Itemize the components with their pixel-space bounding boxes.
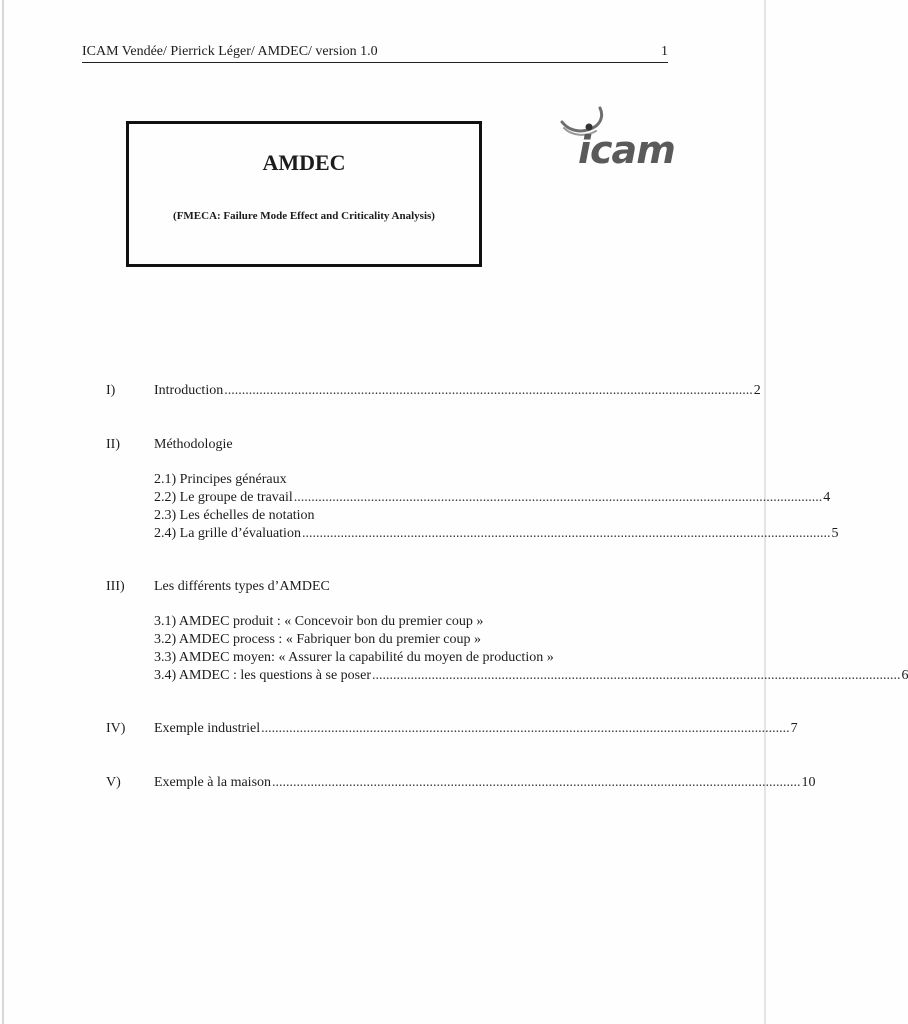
toc-entry-methodologie: Méthodologie — [154, 437, 233, 452]
logo-text: icam — [578, 128, 675, 172]
toc-subentry-3-4 — [154, 667, 908, 685]
toc-leader-dots: ....................................................................................................................................................... — [301, 526, 831, 541]
toc-entry-exemple-industriel — [154, 720, 798, 738]
toc-page: 5 — [831, 526, 839, 541]
toc-leader-dots: ....................................................................................................................................................... — [261, 721, 790, 736]
toc-page: 4 — [823, 490, 831, 505]
document-subtitle: (FMECA: Failure Mode Effect and Criticality Analysis) — [173, 210, 435, 222]
toc-number-1: I) — [106, 383, 116, 398]
toc-leader-dots: ....................................................................................................................................................... — [224, 383, 753, 398]
toc-leader-dots: ....................................................................................................................................................... — [293, 490, 823, 505]
toc-label: 3.4) AMDEC : les questions à se poser — [154, 668, 371, 683]
toc-subentry-3-3: 3.3) AMDEC moyen: « Assurer la capabilité du moyen de production » — [154, 650, 554, 665]
toc-subentry-3-1: 3.1) AMDEC produit : « Concevoir bon du premier coup » — [154, 614, 484, 629]
page-number: 1 — [661, 44, 668, 59]
toc-page: 10 — [801, 775, 816, 790]
toc-label: Introduction — [154, 383, 224, 398]
toc-subentry-2-2 — [154, 489, 831, 507]
toc-label: Exemple industriel — [154, 721, 261, 736]
toc-label: Exemple à la maison — [154, 775, 272, 790]
document-title: AMDEC — [262, 150, 346, 175]
toc-leader-dots: ....................................................................................................................................................... — [272, 775, 801, 790]
toc-page: 6 — [901, 668, 908, 683]
toc-subentry-3-2: 3.2) AMDEC process : « Fabriquer bon du premier coup » — [154, 632, 481, 647]
toc-leader-dots: ....................................................................................................................................................... — [371, 668, 901, 683]
toc-entry-introduction — [154, 382, 761, 400]
toc-subentry-2-4 — [154, 525, 839, 543]
toc-label: 2.2) Le groupe de travail — [154, 490, 293, 505]
toc-number-5: V) — [106, 775, 121, 790]
toc-page: 7 — [790, 721, 798, 736]
toc-subentry-2-3: 2.3) Les échelles de notation — [154, 508, 315, 523]
toc-label: 2.4) La grille d’évaluation — [154, 526, 301, 541]
toc-entry-exemple-maison — [154, 774, 816, 792]
toc-number-2: II) — [106, 437, 120, 452]
toc-number-4: IV) — [106, 721, 126, 736]
toc-entry-types-amdec: Les différents types d’AMDEC — [154, 579, 330, 594]
toc-number-3: III) — [106, 579, 125, 594]
header-text: ICAM Vendée/ Pierrick Léger/ AMDEC/ version 1.0 — [82, 44, 378, 59]
toc-page: 2 — [753, 383, 761, 398]
toc-subentry-2-1: 2.1) Principes généraux — [154, 472, 287, 487]
